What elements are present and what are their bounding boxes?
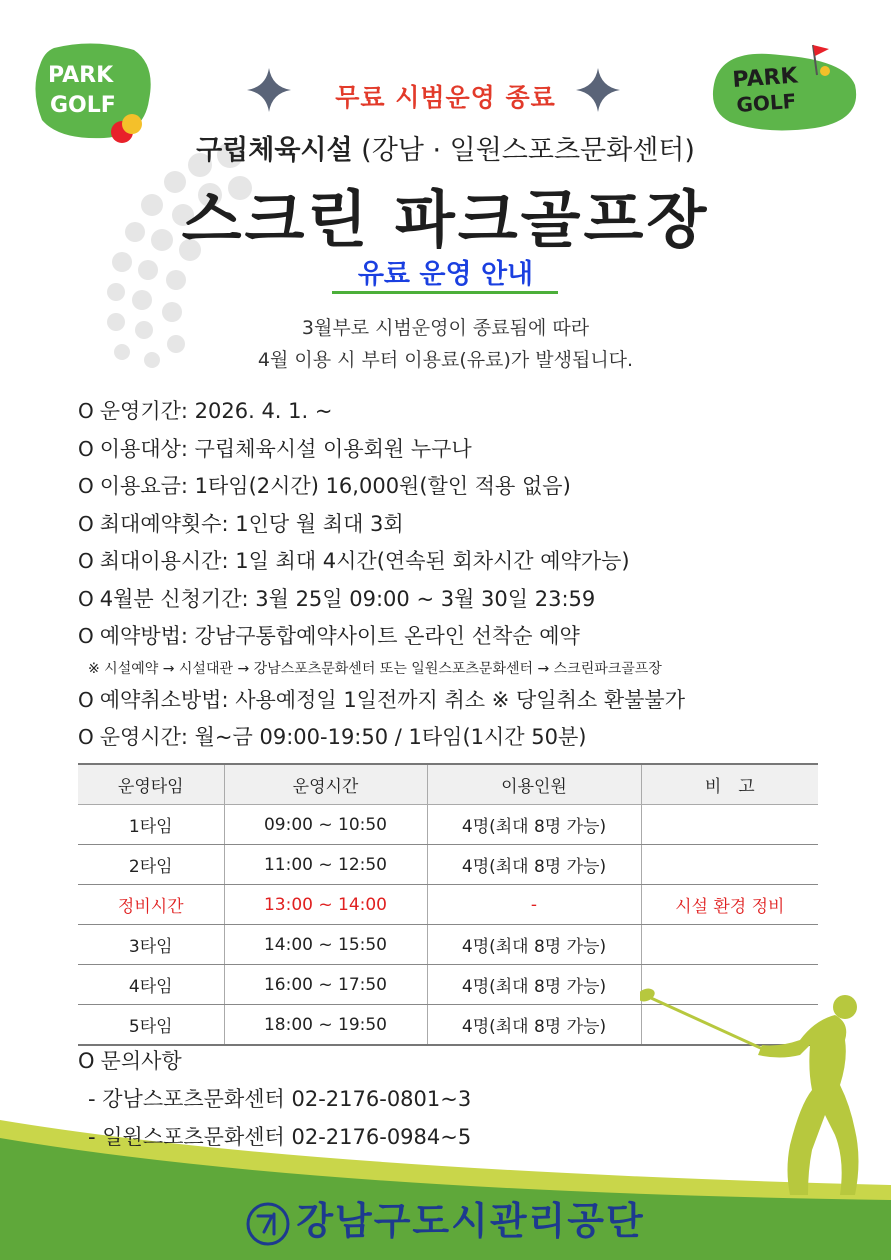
svg-text:PARK: PARK xyxy=(48,63,114,88)
header-session: 운영타임 xyxy=(78,764,224,805)
cell-session: 5타임 xyxy=(78,1005,224,1046)
info-max-time xyxy=(78,543,878,581)
cell-time: 13:00 ~ 14:00 xyxy=(224,885,427,925)
table-row xyxy=(78,845,818,885)
info-max-time-text: 최대이용시간: 1일 최대 4시간(연속된 회차시간 예약가능) xyxy=(99,549,630,573)
header-remarks: 비 고 xyxy=(641,764,818,805)
kicker-text: 무료 시범운영 종료 xyxy=(335,83,556,112)
info-cancel xyxy=(78,682,878,720)
svg-text:PARK: PARK xyxy=(731,63,799,93)
info-target xyxy=(78,431,878,469)
info-period-text: 운영기간: 2026. 4. 1. ~ xyxy=(99,399,333,423)
cell-capacity: 4명(최대 8명 가능) xyxy=(427,925,641,965)
organization-name: 강남구도시관리공단 xyxy=(296,1199,645,1243)
contact-ilwon: - 일원스포츠문화센터 02-2176-0984~5 xyxy=(88,1125,472,1149)
cell-remarks xyxy=(641,845,818,885)
info-hours xyxy=(78,719,878,757)
notice-heading: 유료 운영 안내 xyxy=(357,259,534,290)
organization-emblem-icon xyxy=(246,1202,290,1246)
bullet-icon: O xyxy=(78,586,94,611)
cell-session: 1타임 xyxy=(78,805,224,845)
bullet-icon: O xyxy=(78,687,94,712)
info-method xyxy=(78,618,878,656)
contact-gangnam: - 강남스포츠문화센터 02-2176-0801~3 xyxy=(88,1087,472,1111)
subtitle-facility: 구립체육시설 xyxy=(196,135,353,166)
svg-text:GOLF: GOLF xyxy=(50,93,116,118)
cell-remarks xyxy=(641,805,818,845)
cell-capacity: - xyxy=(427,885,641,925)
cell-session: 4타임 xyxy=(78,965,224,1005)
cell-time: 11:00 ~ 12:50 xyxy=(224,845,427,885)
notice-underline xyxy=(332,291,558,294)
table-row xyxy=(78,805,818,845)
bullet-icon: O xyxy=(78,1049,95,1073)
intro-text xyxy=(0,312,891,376)
info-method-note: ※ 시설예약 → 시설대관 → 강남스포츠문화센터 또는 일원스포츠문화센터 → 스크린파크골프장 xyxy=(88,660,662,677)
info-apply-period xyxy=(78,581,878,619)
header-capacity: 이용인원 xyxy=(427,764,641,805)
bullet-icon: O xyxy=(78,624,94,648)
info-cancel-text: 예약취소방법: 사용예정일 1일전까지 취소 ※ 당일취소 환불불가 xyxy=(99,687,685,712)
cell-remarks: 시설 환경 정비 xyxy=(641,885,818,925)
cell-time: 14:00 ~ 15:50 xyxy=(224,925,427,965)
info-max-reservations xyxy=(78,506,878,544)
organization-footer xyxy=(0,1190,891,1246)
cell-time: 16:00 ~ 17:50 xyxy=(224,965,427,1005)
info-target-text: 이용대상: 구립체육시설 이용회원 누구나 xyxy=(99,436,472,461)
info-max-reservations-text: 최대예약횟수: 1인당 월 최대 3회 xyxy=(99,511,404,536)
subtitle-centers: (강남 · 일원스포츠문화센터) xyxy=(352,135,695,166)
table-header-row xyxy=(78,764,818,805)
subtitle xyxy=(0,128,891,167)
bullet-icon: O xyxy=(78,399,94,423)
svg-text:GOLF: GOLF xyxy=(735,88,798,117)
bullet-icon: O xyxy=(78,474,94,498)
page-title: 스크린 파크골프장 xyxy=(181,183,710,256)
cell-session: 정비시간 xyxy=(78,885,224,925)
bullet-icon: O xyxy=(78,725,94,749)
info-list xyxy=(78,393,878,757)
bullet-icon: O xyxy=(78,549,94,573)
intro-line-2: 4월 이용 시 부터 이용료(유료)가 발생됩니다. xyxy=(257,349,634,371)
intro-line-1: 3월부로 시범운영이 종료됨에 따라 xyxy=(301,317,590,339)
info-period xyxy=(78,393,878,431)
bullet-icon: O xyxy=(78,511,94,536)
info-method-text: 예약방법: 강남구통합예약사이트 온라인 선착순 예약 xyxy=(99,624,580,648)
info-fee-text: 이용요금: 1타임(2시간) 16,000원(할인 적용 없음) xyxy=(99,474,571,498)
bullet-icon: O xyxy=(78,436,94,461)
table-row-maintenance xyxy=(78,885,818,925)
header-time: 운영시간 xyxy=(224,764,427,805)
contact-section xyxy=(78,1042,471,1156)
cell-capacity: 4명(최대 8명 가능) xyxy=(427,845,641,885)
cell-capacity: 4명(최대 8명 가능) xyxy=(427,1005,641,1046)
info-apply-period-text: 4월분 신청기간: 3월 25일 09:00 ~ 3월 30일 23:59 xyxy=(99,586,596,611)
cell-time: 09:00 ~ 10:50 xyxy=(224,805,427,845)
golfer-silhouette xyxy=(640,985,880,1205)
cell-remarks xyxy=(641,925,818,965)
cell-session: 3타임 xyxy=(78,925,224,965)
contact-title-text: 문의사항 xyxy=(100,1049,182,1073)
table-row xyxy=(78,925,818,965)
info-fee xyxy=(78,468,878,506)
info-hours-text: 운영시간: 월~금 09:00-19:50 / 1타임(1시간 50분) xyxy=(99,725,587,749)
cell-capacity: 4명(최대 8명 가능) xyxy=(427,965,641,1005)
cell-time: 18:00 ~ 19:50 xyxy=(224,1005,427,1046)
cell-capacity: 4명(최대 8명 가능) xyxy=(427,805,641,845)
cell-session: 2타임 xyxy=(78,845,224,885)
contact-title xyxy=(78,1042,471,1080)
